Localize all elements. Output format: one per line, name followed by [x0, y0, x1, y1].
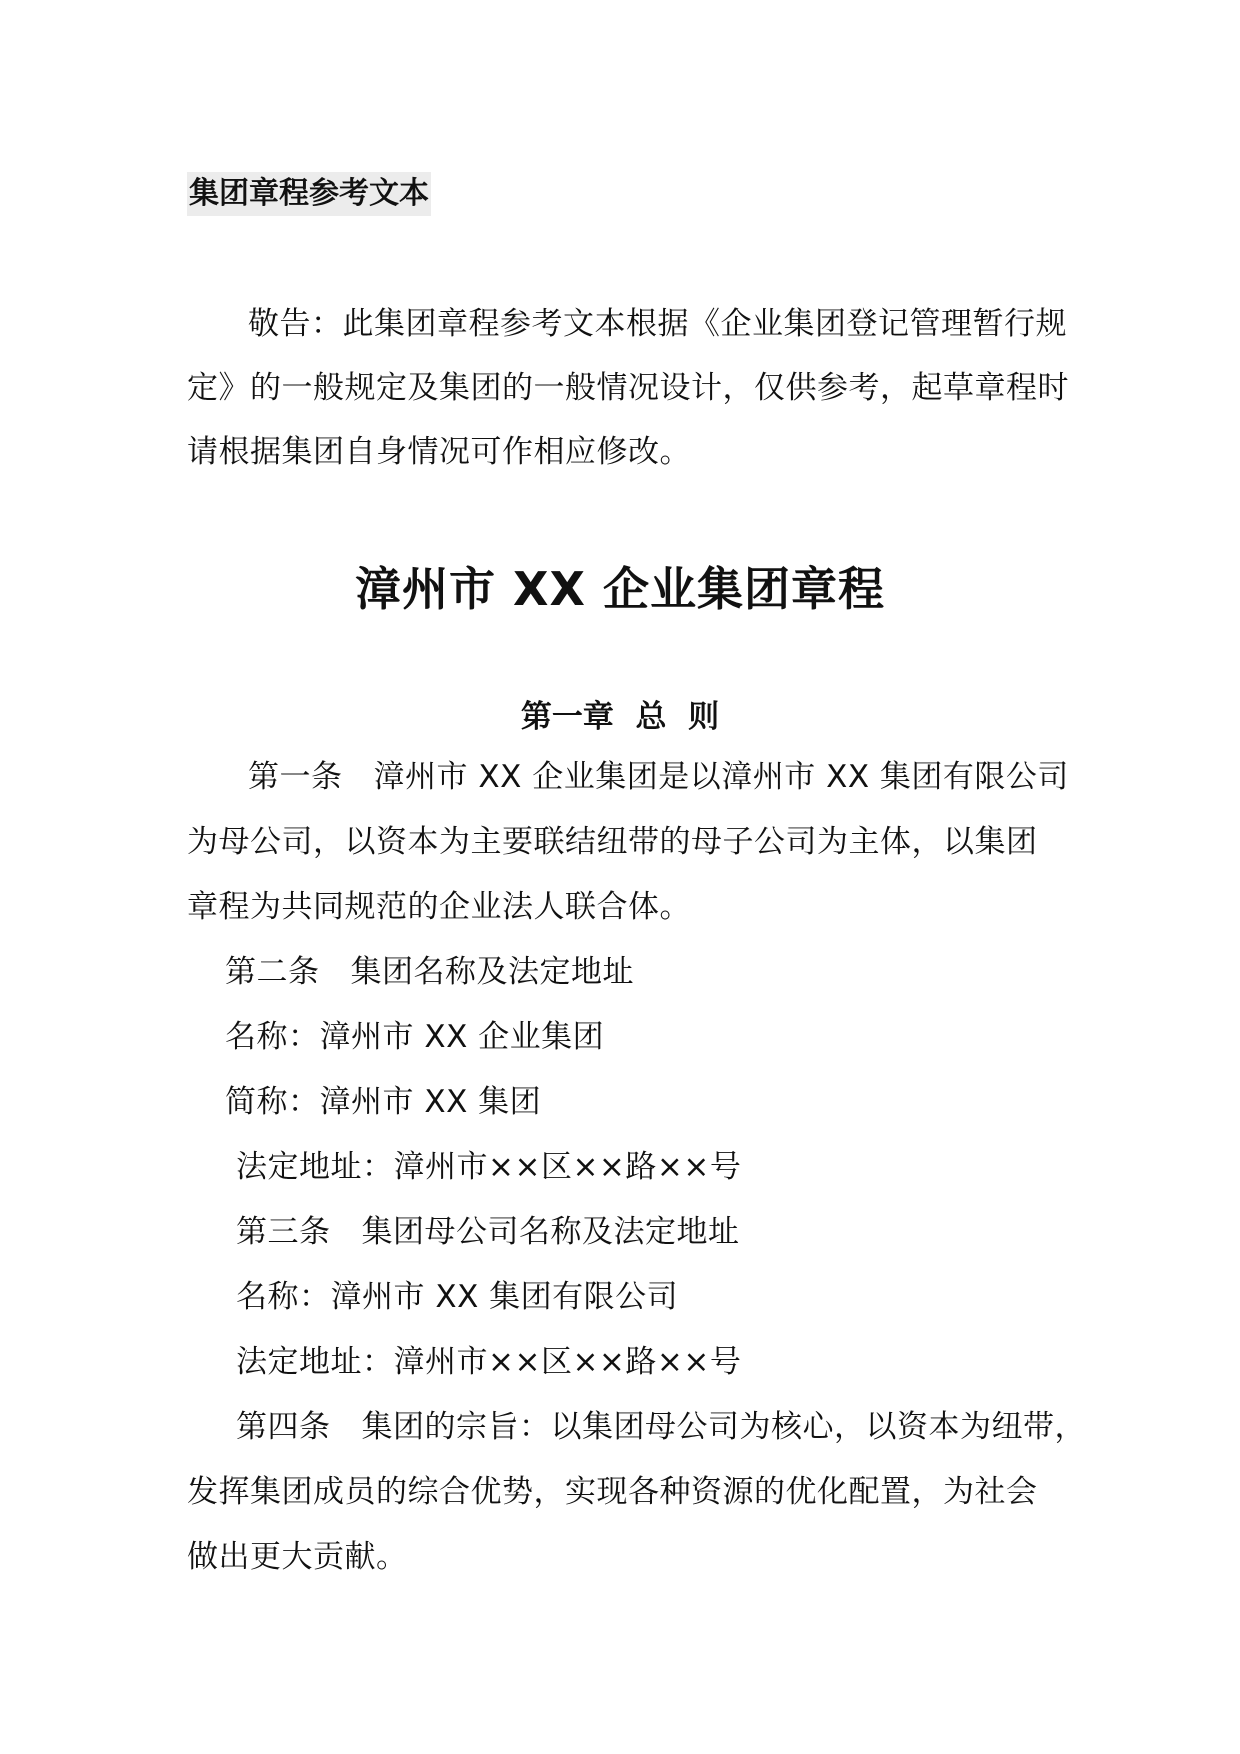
article4-line-1: 第四条 集团的宗旨：以集团母公司为核心，以资本为纽带，: [236, 1409, 1087, 1445]
notice-line-2: 定》的一般规定及集团的一般情况设计，仅供参考，起草章程时: [187, 370, 1069, 406]
article1-line-3: 章程为共同规范的企业法人联合体。: [187, 889, 691, 925]
chapter-title: 第一章 总 则: [520, 699, 720, 735]
notice-line-3: 请根据集团自身情况可作相应修改。: [187, 434, 691, 470]
main-title: 漳州市 XX 企业集团章程: [355, 562, 885, 616]
article3-name: 名称：漳州市 XX 集团有限公司: [236, 1279, 679, 1315]
article1-line-2: 为母公司，以资本为主要联结纽带的母子公司为主体，以集团: [187, 824, 1038, 860]
article3-heading: 第三条 集团母公司名称及法定地址: [236, 1214, 740, 1250]
article4-line-2: 发挥集团成员的综合优势，实现各种资源的优化配置，为社会: [187, 1474, 1038, 1510]
article2-name: 名称：漳州市 XX 企业集团: [225, 1019, 605, 1055]
article1-line-1: 第一条 漳州市 XX 企业集团是以漳州市 XX 集团有限公司: [248, 759, 1069, 795]
notice-line-1: 敬告：此集团章程参考文本根据《企业集团登记管理暂行规: [248, 306, 1067, 342]
article2-address: 法定地址：漳州市××区××路××号: [236, 1149, 742, 1185]
article3-address: 法定地址：漳州市××区××路××号: [236, 1344, 742, 1380]
article2-short-name: 简称：漳州市 XX 集团: [225, 1084, 542, 1120]
article2-heading: 第二条 集团名称及法定地址: [225, 954, 635, 990]
reference-text-label: 集团章程参考文本: [187, 172, 431, 216]
article4-line-3: 做出更大贡献。: [187, 1539, 408, 1575]
